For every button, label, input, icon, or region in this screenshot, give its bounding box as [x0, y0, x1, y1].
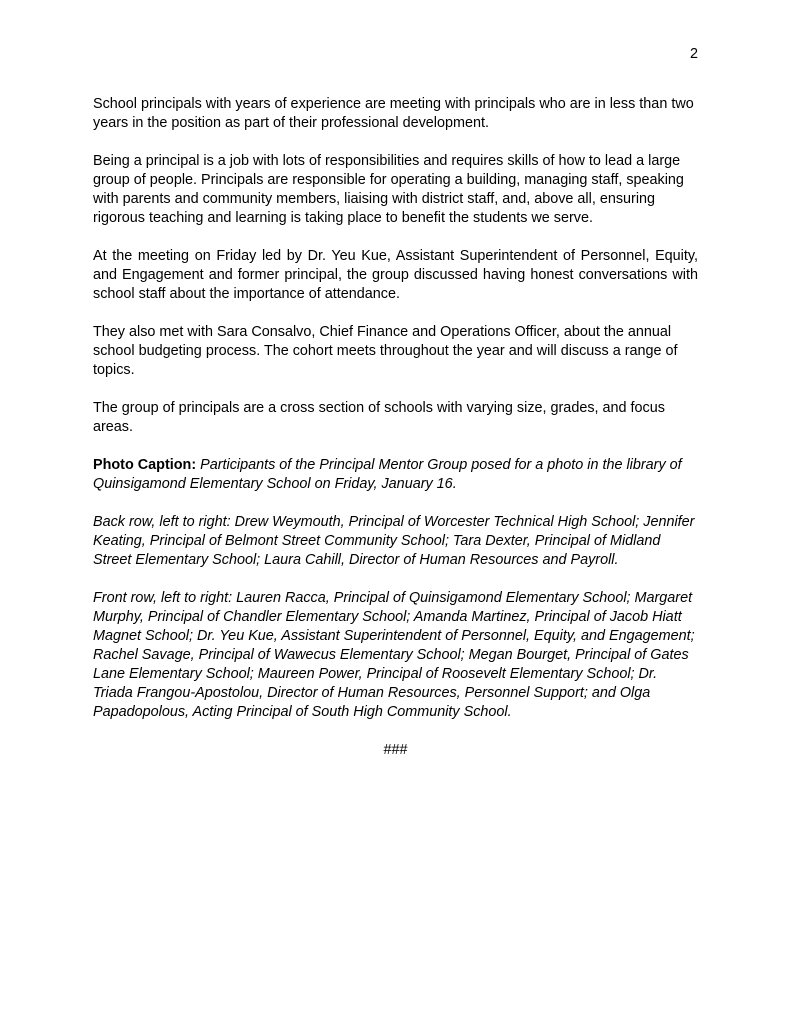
back-row-list: Back row, left to right: Drew Weymouth, Principal of Worcester Technical High School; Jennifer Keating, Principal of Belmont Street Community School; Tara Dexter, Principal of Midland Street Elementary School; Laura Cahill, Director of Human Resources and Payroll. [93, 514, 699, 568]
paragraph-cross-section: The group of principals are a cross section of schools with varying size, grades, and focus areas. [93, 400, 669, 435]
paragraph-principal-job: Being a principal is a job with lots of responsibilities and requires skills of how to lead a large group of people. Principals are responsible for operating a building, managing staff, speaking with parents and community members, liaising with district staff, and, above all, ensuring rigorous teaching and learning is taking place to benefit the students we serve. [93, 153, 688, 226]
photo-caption-text: Participants of the Principal Mentor Group posed for a photo in the library of Quinsigamond Elementary School on Friday, January 16. [93, 457, 686, 492]
paragraph-budget-meeting: They also met with Sara Consalvo, Chief Finance and Operations Officer, about the annual school budgeting process. The cohort meets throughout the year and will discuss a range of topics. [93, 324, 682, 378]
photo-caption [93, 456, 698, 494]
paragraph-friday-meeting: At the meeting on Friday led by Dr. Yeu Kue, Assistant Superintendent of Personnel, Equity, and Engagement and former principal, the group discussed having honest conversations with school staff about the importance of attendance. [93, 248, 702, 302]
paragraph-intro: School principals with years of experience are meeting with principals who are in less than two years in the position as part of their professional development. [93, 96, 698, 131]
photo-caption-label: Photo Caption: [93, 457, 197, 473]
front-row-list: Front row, left to right: Lauren Racca, Principal of Quinsigamond Elementary School; Margaret Murphy, Principal of Chandler Elementary School; Amanda Martinez, Principal of Jacob Hiatt Magnet School; Dr. Yeu Kue, Assistant Superintendent of Personnel, Equity, and Engagement; Rachel Savage, Principal of Wawecus Elementary School; Megan Bourget, Principal of Gates Lane Elementary School; Maureen Power, Principal of Roosevelt Elementary School; Dr. Triada Frangou-Apostolou, Director of Human Resources, Personnel Support; and Olga Papadopolous, Acting Principal of South High Community School. [93, 590, 699, 720]
page-number: 2 [689, 46, 698, 62]
end-mark: ### [383, 742, 408, 758]
